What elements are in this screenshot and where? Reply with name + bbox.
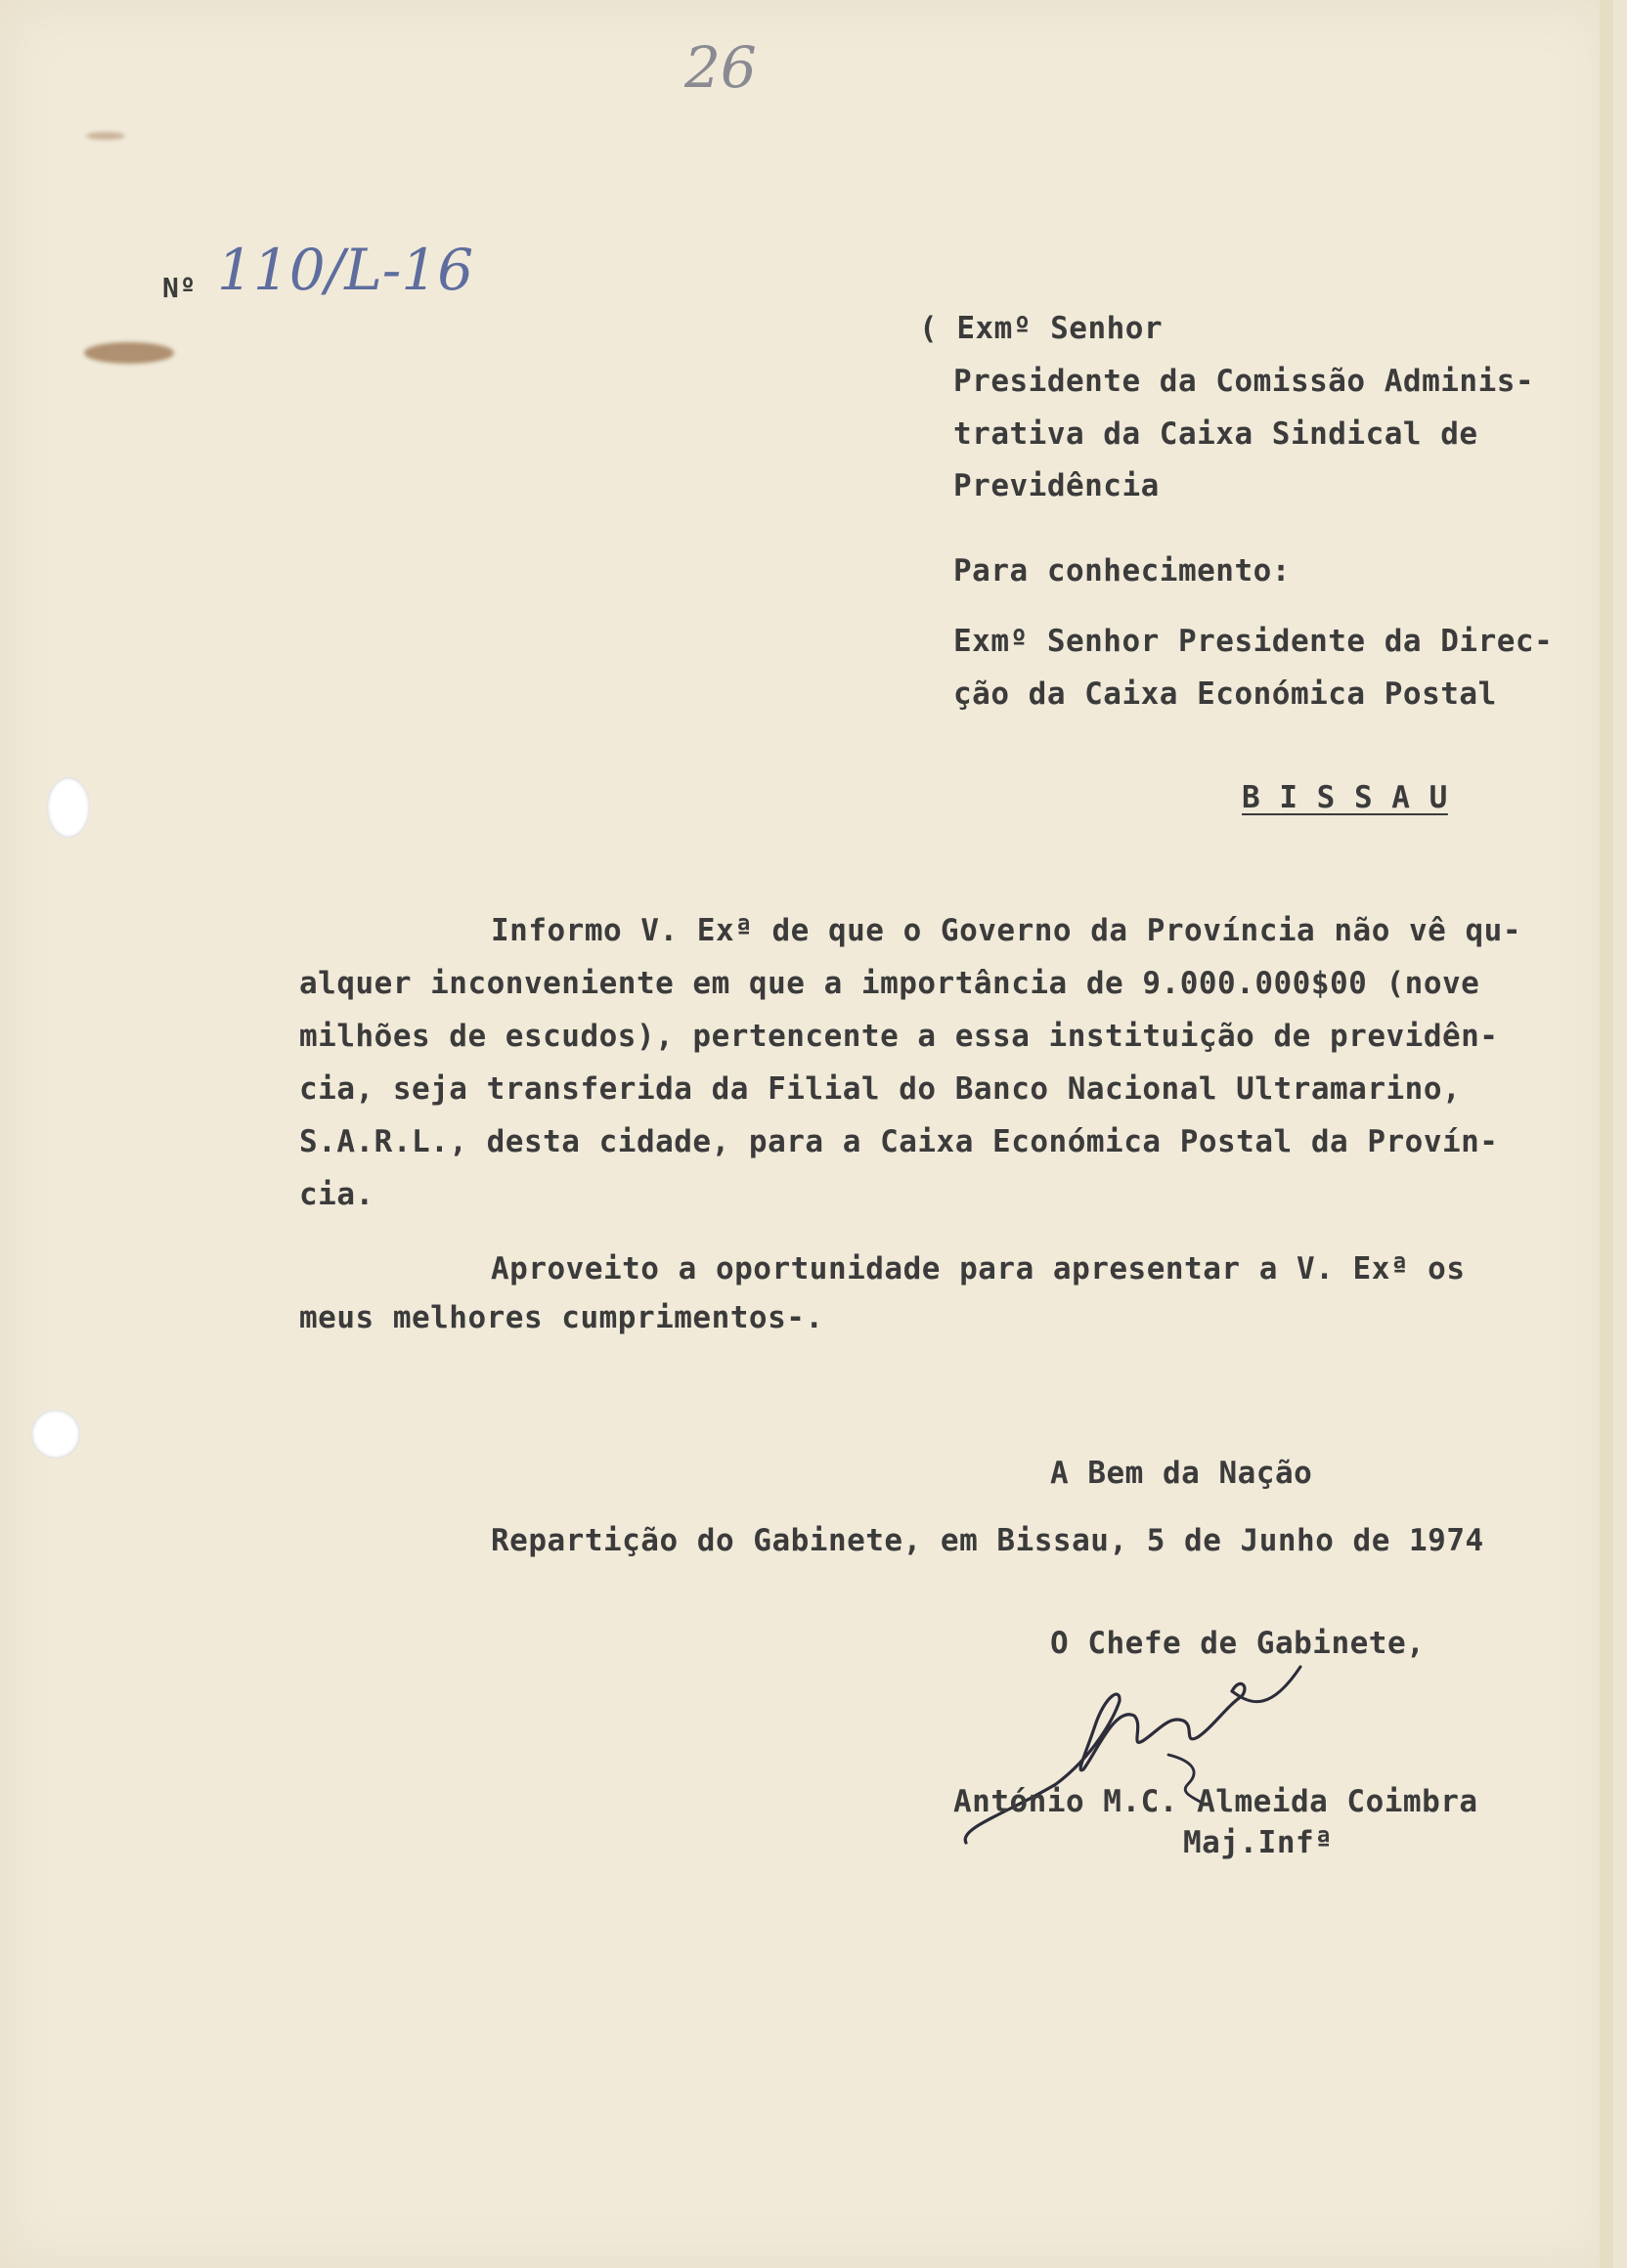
closing-formula: A Bem da Nação: [1050, 1456, 1313, 1491]
handwritten-page-number: 26: [684, 34, 757, 101]
addressee-line: ( Exmº Senhor: [919, 311, 1164, 346]
reference-prefix: Nº: [162, 272, 197, 304]
body-line: Aproveito a oportunidade para apresentar a V. Exª os: [491, 1251, 1466, 1287]
small-stain: [86, 132, 125, 140]
addressee-line: trativa da Caixa Sindical de: [953, 416, 1478, 452]
signatory-title: O Chefe de Gabinete,: [1050, 1626, 1426, 1661]
rust-stain: [84, 342, 174, 364]
place-and-date: Repartição do Gabinete, em Bissau, 5 de Junho de 1974: [491, 1523, 1484, 1558]
cc-recipient-line: ção da Caixa Económica Postal: [953, 676, 1497, 712]
city-heading: B I S S A U: [1242, 780, 1448, 815]
addressee-line: Previdência: [953, 468, 1160, 503]
handwritten-reference: 110/L-16: [217, 237, 474, 303]
signatory-name: António M.C. Almeida Coimbra: [953, 1784, 1478, 1819]
body-line: alquer inconveniente em que a importância de 9.000.000$00 (nove: [299, 966, 1480, 1001]
body-line: S.A.R.L., desta cidade, para a Caixa Económica Postal da Provín-: [299, 1124, 1499, 1159]
body-line: cia.: [299, 1177, 374, 1212]
addressee-line: Presidente da Comissão Adminis-: [953, 364, 1535, 399]
body-line: cia, seja transferida da Filial do Banco Nacional Ultramarino,: [299, 1071, 1462, 1107]
paper-edge: [1600, 0, 1613, 2268]
body-line: Informo V. Exª de que o Governo da Província não vê qu-: [491, 913, 1521, 948]
cc-label: Para conhecimento:: [953, 553, 1291, 589]
punch-hole-bottom: [31, 1410, 80, 1459]
body-line: milhões de escudos), pertencente a essa instituição de previdên-: [299, 1019, 1499, 1054]
body-line: meus melhores cumprimentos-.: [299, 1300, 824, 1335]
signatory-rank: Maj.Infª: [1183, 1825, 1334, 1860]
punch-hole-top: [47, 777, 90, 838]
cc-recipient-line: Exmº Senhor Presidente da Direc-: [953, 624, 1554, 659]
